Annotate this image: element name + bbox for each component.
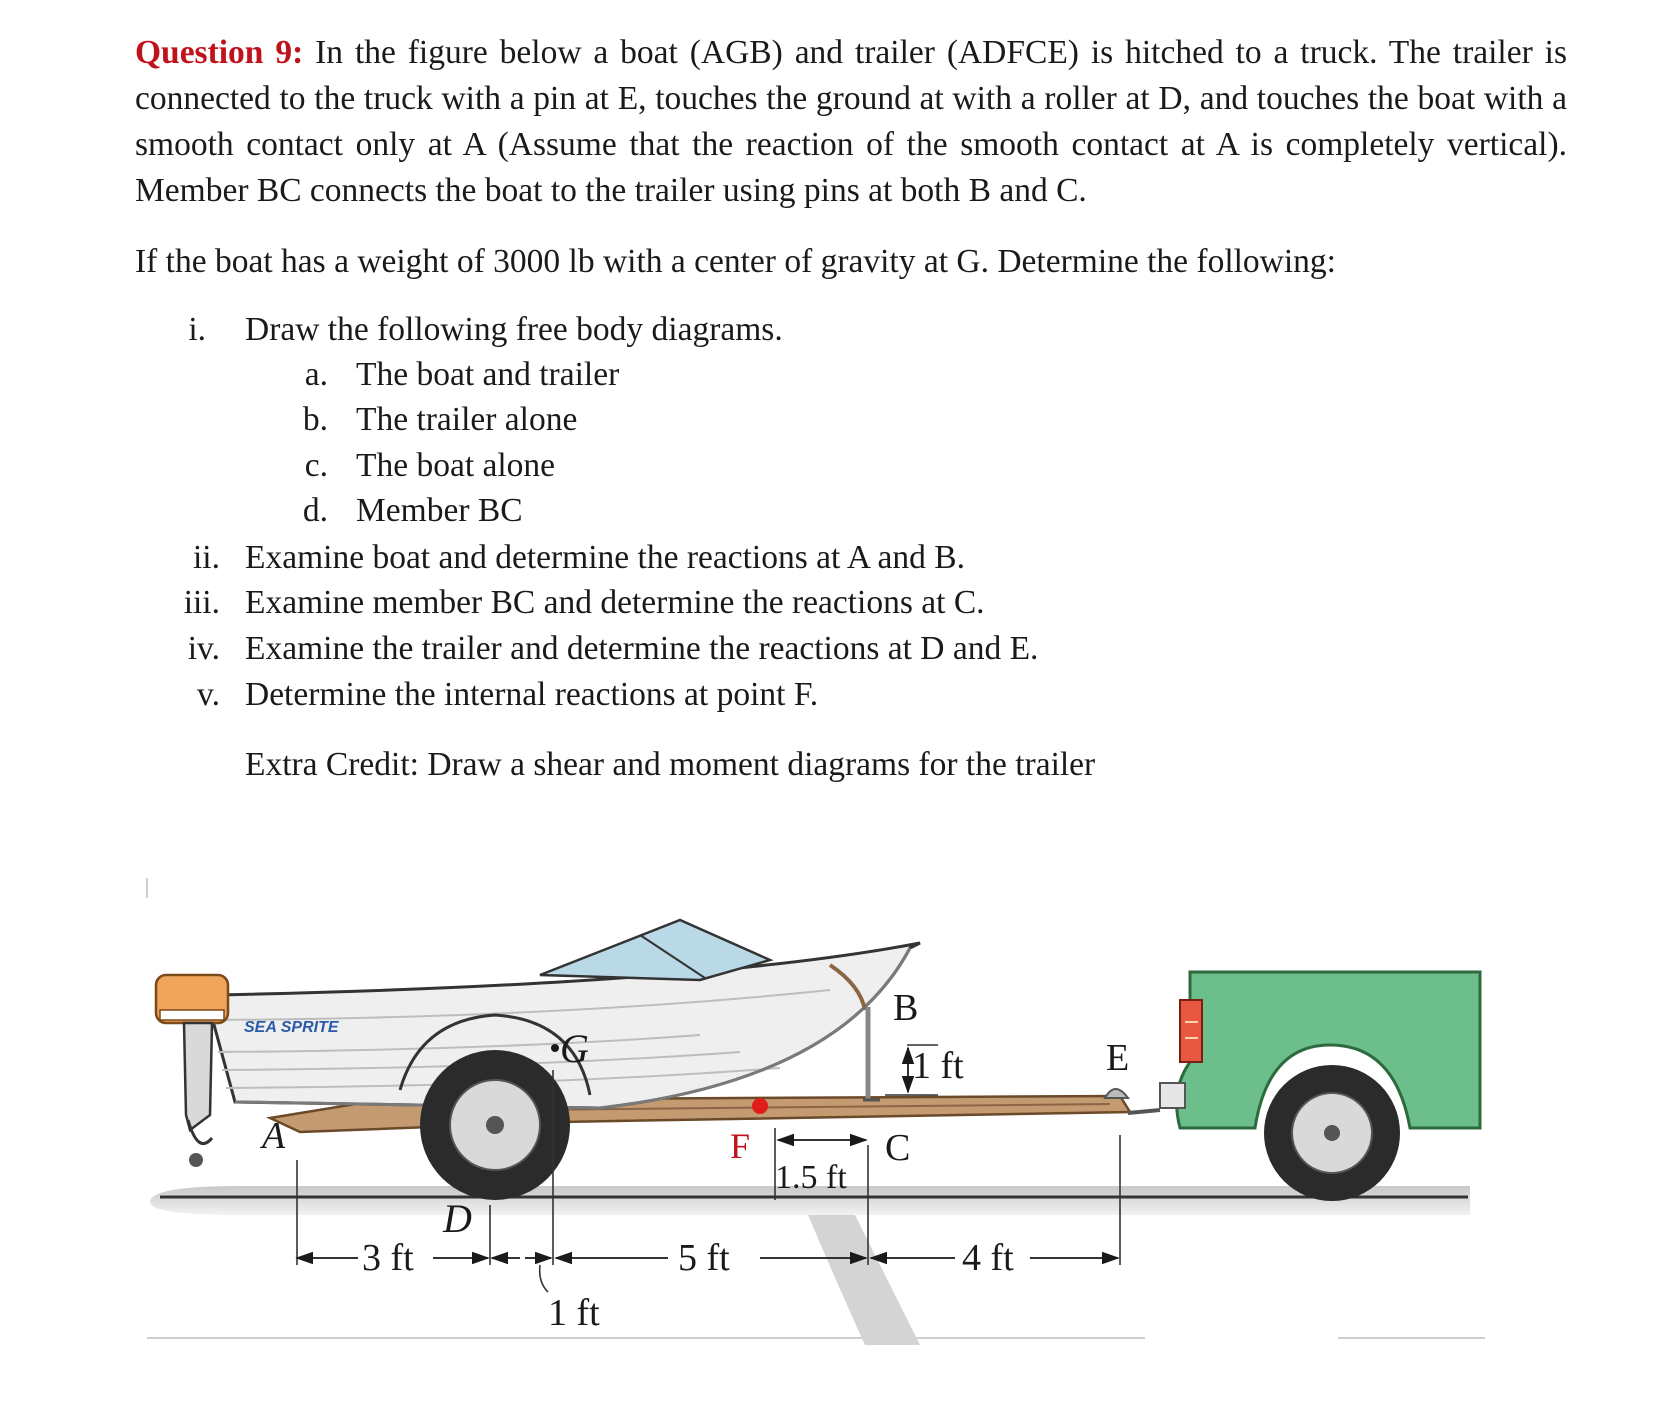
- task-text: Draw the following free body diagrams.: [245, 311, 783, 348]
- task-text: Examine member BC and determine the reactions at C.: [245, 584, 985, 621]
- question-label: Question 9:: [135, 34, 304, 71]
- boat-name: SEA SPRITE: [244, 1019, 339, 1036]
- label-g: G: [560, 1026, 589, 1071]
- g-point: [551, 1044, 559, 1052]
- boat: [210, 920, 920, 1108]
- truck: [1160, 972, 1480, 1201]
- dim-fc: 1.5 ft: [775, 1159, 847, 1196]
- label-f: F: [730, 1126, 751, 1166]
- subtask-text: Member BC: [356, 492, 523, 529]
- subtask-number: a.: [304, 356, 328, 393]
- label-d: D: [443, 1196, 472, 1241]
- label-e: E: [1106, 1037, 1130, 1079]
- label-b: B: [893, 987, 919, 1029]
- task-number: ii.: [193, 539, 220, 576]
- road-streak: [808, 1215, 920, 1345]
- subtask-text: The boat alone: [356, 447, 556, 484]
- task-text: Determine the internal reactions at point F.: [245, 676, 819, 713]
- task-number: iv.: [187, 630, 220, 667]
- subtask-text: The boat and trailer: [356, 356, 620, 393]
- task-number: i.: [188, 311, 206, 348]
- label-a: A: [262, 1115, 286, 1157]
- task-text: Examine the trailer and determine the reactions at D and E.: [245, 630, 1039, 667]
- subtask-number: d.: [302, 492, 328, 529]
- dim-ad: 3 ft: [362, 1237, 414, 1279]
- dim-ce: 4 ft: [962, 1237, 1014, 1279]
- subtask-number: b.: [302, 401, 328, 438]
- task-number: v.: [197, 676, 220, 713]
- extra-credit: Extra Credit: Draw a shear and moment diagrams for the trailer: [245, 746, 1096, 783]
- given-statement: If the boat has a weight of 3000 lb with a center of gravity at G. Determine the following:: [135, 243, 1336, 280]
- task-number: iii.: [183, 584, 220, 621]
- subtask-text: The trailer alone: [356, 401, 578, 438]
- label-c: C: [885, 1127, 911, 1169]
- question-text: In the figure below a boat (AGB) and trailer (ADFCE) is hitched to a truck. The trailer is connected to the truck with a pin at E, touches the ground at with a roller at D, and touches the boat with a smooth contact only at A (Assume that the reaction of the smooth contact at A is completely vertical). Member BC connects the boat to the trailer using pins at both B and C.: [135, 34, 1567, 209]
- task-text: Examine boat and determine the reactions at A and B.: [245, 539, 966, 576]
- outboard-motor: [156, 975, 228, 1167]
- dim-bc: 1 ft: [912, 1045, 964, 1087]
- point-f-marker: [752, 1098, 768, 1114]
- dim-gc: 5 ft: [678, 1237, 730, 1279]
- dim-dg: 1 ft: [548, 1292, 600, 1334]
- subtask-number: c.: [304, 447, 328, 484]
